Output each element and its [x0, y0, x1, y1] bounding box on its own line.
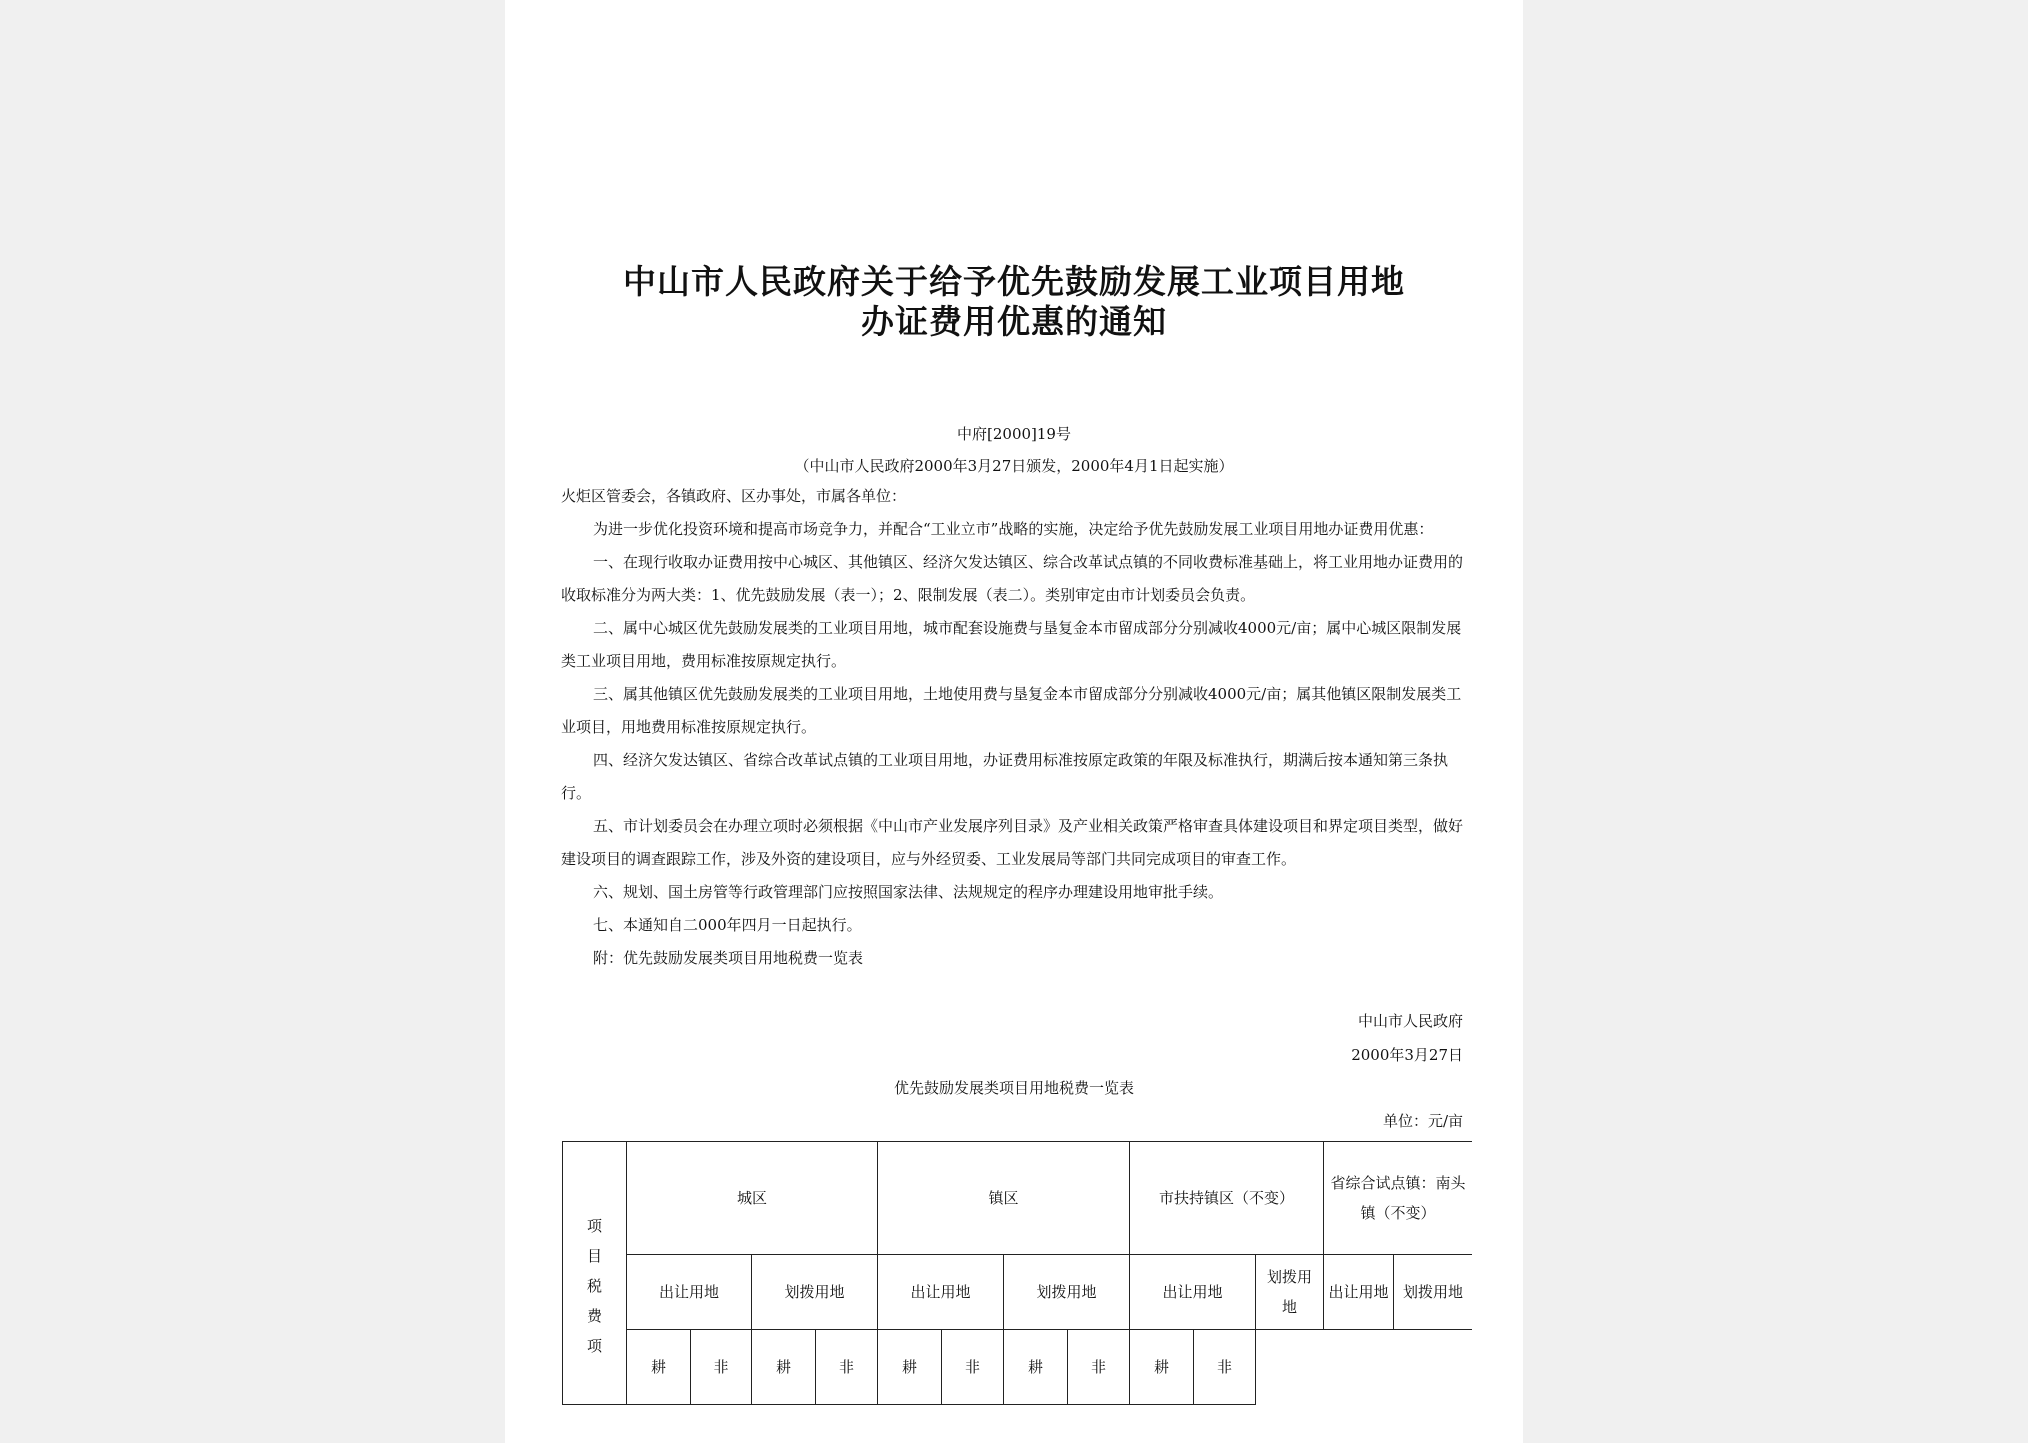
paragraph: 六、规划、国土房管等行政管理部门应按照国家法律、法规规定的程序办理建设用地审批手续。 — [593, 883, 1224, 901]
paragraph: 四、经济欠发达镇区、省综合改革试点镇的工业项目用地，办证费用标准按原定政策的年限及标准执行，期满后按本通知第三条执行。 — [561, 751, 1449, 802]
signature-org: 中山市人民政府 — [1357, 1012, 1463, 1030]
stub-char: 费 — [586, 1307, 602, 1325]
crop-header-farm: 耕 — [627, 1330, 691, 1405]
crop-header-nonfarm: 非 — [942, 1330, 1004, 1405]
group-header-pilot-town: 省综合试点镇：南头镇（不变） — [1324, 1142, 1472, 1255]
paragraph: 三、属其他镇区优先鼓励发展类的工业项目用地，土地使用费与垦复金本市留成部分分别减收4000元/亩；属其他镇区限制发展类工业项目，用地费用标准按原规定执行。 — [561, 685, 1462, 736]
crop-header-farm: 耕 — [1004, 1330, 1068, 1405]
sub-header-allocate: 划拨用地 — [1256, 1255, 1324, 1330]
issued-note: （中山市人民政府2000年3月27日颁发，2000年4月1日起实施） — [794, 457, 1234, 475]
sub-header-transfer: 出让用地 — [878, 1255, 1004, 1330]
signature-date: 2000年3月27日 — [1351, 1046, 1463, 1064]
stub-char: 目 — [586, 1247, 602, 1265]
fee-table-wrapper — [562, 1141, 1472, 1443]
sub-header-transfer: 出让用地 — [627, 1255, 752, 1330]
document-body — [561, 480, 1469, 975]
stub-char: 项 — [586, 1217, 602, 1235]
crop-header-farm: 耕 — [1130, 1330, 1194, 1405]
group-header-supported-town: 市扶持镇区（不变） — [1130, 1142, 1324, 1255]
table-stub-header — [563, 1142, 627, 1405]
crop-header-farm: 耕 — [878, 1330, 942, 1405]
group-header-city: 城区 — [627, 1142, 878, 1255]
table-title: 优先鼓励发展类项目用地税费一览表 — [893, 1079, 1134, 1097]
sub-header-transfer: 出让用地 — [1130, 1255, 1256, 1330]
crop-header-nonfarm: 非 — [691, 1330, 752, 1405]
crop-header-nonfarm: 非 — [1068, 1330, 1130, 1405]
paragraph: 五、市计划委员会在办理立项时必须根据《中山市产业发展序列目录》及产业相关政策严格审查具体建设项目和界定项目类型，做好建设项目的调查跟踪工作，涉及外资的建设项目，应与外经贸委、工业发展局等部门共同完成项目的审查工作。 — [561, 817, 1464, 868]
title-line-2: 办证费用优惠的通知 — [861, 302, 1167, 341]
stub-char: 项 — [586, 1337, 602, 1355]
stub-char: 税 — [586, 1277, 602, 1295]
empty-cell — [1394, 1330, 1472, 1405]
crop-header-nonfarm: 非 — [1194, 1330, 1256, 1405]
empty-cell — [1324, 1330, 1394, 1405]
document-page — [505, 0, 1523, 1443]
salutation: 火炬区管委会，各镇政府、区办事处，市属各单位： — [561, 487, 907, 505]
unit-label: 单位：元/亩 — [1382, 1112, 1463, 1130]
document-number: 中府[2000]19号 — [957, 425, 1071, 443]
sub-header-allocate: 划拨用地 — [1394, 1255, 1472, 1330]
paragraph: 一、在现行收取办证费用按中心城区、其他镇区、经济欠发达镇区、综合改革试点镇的不同收费标准基础上，将工业用地办证费用的收取标准分为两大类：1、优先鼓励发展（表一）；2、限制发展（表二）。类别审定由市计划委员会负责。 — [561, 553, 1464, 604]
crop-header-farm: 耕 — [752, 1330, 816, 1405]
group-header-town: 镇区 — [878, 1142, 1130, 1255]
paragraph: 为进一步优化投资环境和提高市场竞争力，并配合“工业立市”战略的实施，决定给予优先鼓励发展工业项目用地办证费用优惠： — [593, 520, 1434, 538]
attachment-note: 附：优先鼓励发展类项目用地税费一览表 — [593, 949, 864, 967]
document-title — [545, 262, 1483, 342]
fee-table — [562, 1141, 1472, 1405]
crop-header-nonfarm: 非 — [816, 1330, 878, 1405]
sub-header-allocate: 划拨用地 — [1004, 1255, 1130, 1330]
empty-cell — [1256, 1330, 1324, 1405]
paragraph: 二、属中心城区优先鼓励发展类的工业项目用地，城市配套设施费与垦复金本市留成部分分别减收4000元/亩；属中心城区限制发展类工业项目用地，费用标准按原规定执行。 — [561, 619, 1462, 670]
sub-header-transfer: 出让用地 — [1324, 1255, 1394, 1330]
title-line-1: 中山市人民政府关于给予优先鼓励发展工业项目用地 — [623, 262, 1405, 301]
sub-header-allocate: 划拨用地 — [752, 1255, 878, 1330]
paragraph: 七、本通知自二000年四月一日起执行。 — [593, 916, 862, 934]
